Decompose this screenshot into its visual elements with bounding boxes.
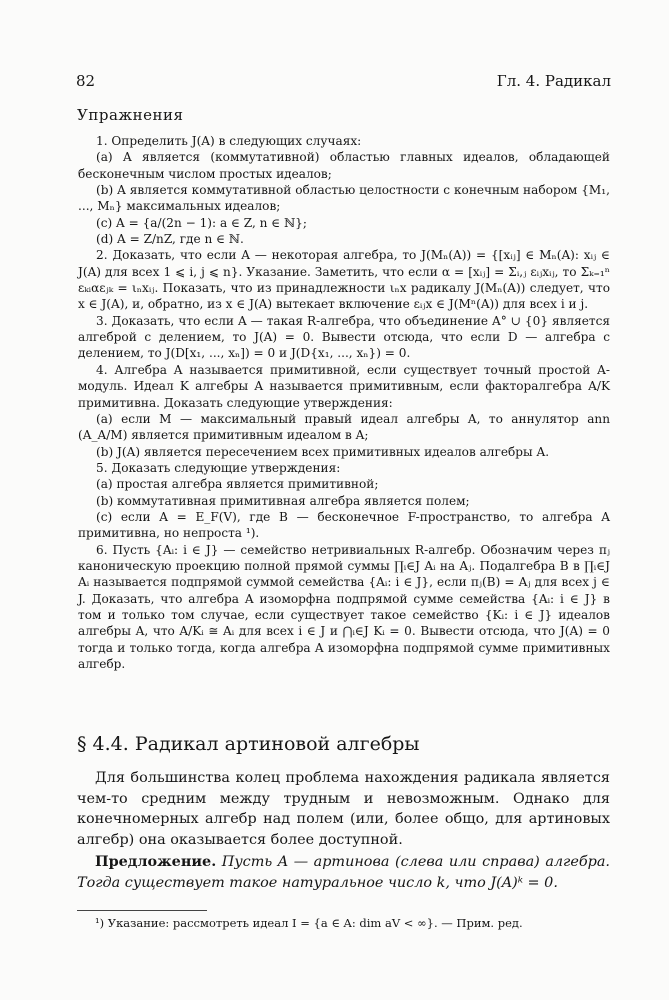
exercise-4a: (a) если M — максимальный правый идеал алгебры A, то аннулятор ann (A_A/M) является примитивным идеалом в A; <box>78 411 610 443</box>
section-title: § 4.4. Радикал артиновой алгебры <box>77 733 420 755</box>
exercise-2: 2. Доказать, что если A — некоторая алгебра, то J(Mₙ(A)) = {[xᵢⱼ] ∈ Mₙ(A): xᵢⱼ ∈ J(A) для всех 1 ⩽ i, j ⩽ n}. Указание. Заметить, что если α = [xᵢⱼ] = Σᵢ,ⱼ εᵢⱼxᵢⱼ, то Σₖ₌₁ⁿ εₖᵢαεⱼₖ = ιₙxᵢⱼ. Показать, что из принадлежности ιₙx радикалу J(Mₙ(A)) следует, что x ∈ J(A), и, обратно, из x ∈ J(A) вытекает включение εᵢⱼx ∈ J(Mⁿ(A)) для всех i и j. <box>78 248 610 312</box>
exercise-1: 1. Определить J(A) в следующих случаях: <box>96 134 362 148</box>
proposition-paragraph <box>77 852 610 893</box>
proposition <box>77 852 610 893</box>
exercise-4: 4. Алгебра A называется примитивной, если существует точный простой A-модуль. Идеал K алгебры A называется примитивным, если факторалгебра A/K примитивна. Доказать следующие утверждения: <box>78 362 610 410</box>
exercise-5: 5. Доказать следующие утверждения: <box>96 460 341 475</box>
running-title: Гл. 4. Радикал <box>496 72 611 90</box>
exercise-5a: (a) простая алгебра является примитивной; <box>96 477 379 492</box>
proposition-text: Пусть A — артинова (слева или справа) алгебра. Тогда существует такое натуральное число k, что J(A)ᵏ = 0. <box>77 854 610 891</box>
page-number: 82 <box>76 72 96 90</box>
intro-paragraph: Для большинства колец проблема нахождения радикала является чем-то средним между трудным и невозможным. Однако для конечномерных алгебр над полем (или, более общо, для артиновых алгебр) она оказывается более доступной. <box>77 770 610 848</box>
exercise-5b: (b) коммутативная примитивная алгебра является полем; <box>96 493 470 508</box>
proposition-label: Предложение. <box>95 853 217 870</box>
exercises-heading: Упражнения <box>77 106 184 124</box>
exercise-1a: (a) A является (коммутативной) областью главных идеалов, обладающей бесконечным числом простых идеалов; <box>78 150 610 181</box>
exercise-1c: (c) A = {a/(2n − 1): a ∈ Z, n ∈ ℕ}; <box>96 215 307 230</box>
footnote-rule <box>77 910 207 911</box>
exercise-1b: (b) A является коммутативной областью целостности с конечным набором {M₁, ..., Mₙ} максимальных идеалов; <box>78 183 610 214</box>
exercise-5c: (c) если A = E_F(V), где B — бесконечное F-пространство, то алгебра A примитивна, но непроста ¹). <box>78 509 610 541</box>
section-intro <box>77 768 610 850</box>
exercise-6: 6. Пусть {Aᵢ: i ∈ J} — семейство нетривиальных R-алгебр. Обозначим через πⱼ каноническую проекцию полной прямой суммы ∏ᵢ∈J Aᵢ на Aⱼ. Подалгебра B в ∏ᵢ∈J Aᵢ называется подпрямой суммой семейства {Aᵢ: i ∈ J}, если πⱼ(B) = Aⱼ для всех j ∈ J. Доказать, что алгебра A изоморфна подпрямой сумме семейства {Aᵢ: i ∈ J} в том и только том случае, если существует такое семейство {Kᵢ: i ∈ J} идеалов алгебры A, что A/Kᵢ ≅ Aᵢ для всех i ∈ J и ⋂ᵢ∈J Kᵢ = 0. Вывести отсюда, что J(A) = 0 тогда и только тогда, когда алгебра A изоморфна подпрямой сумме примитивных алгебр. <box>78 542 610 671</box>
exercise-4b: (b) J(A) является пересечением всех примитивных идеалов алгебры A. <box>96 444 550 459</box>
exercise-3: 3. Доказать, что если A — такая R-алгебра, что объединение A° ∪ {0} является алгеброй с делением, то J(A) = 0. Вывести отсюда, что если D — алгебра с делением, то J(D[x₁, ..., xₙ]) = 0 и J(D{x₁, ..., xₙ}) = 0. <box>78 313 610 361</box>
footnote: ¹) Указание: рассмотреть идеал I = {a ∈ A: dim aV < ∞}. — Прим. ред. <box>95 916 523 930</box>
exercises-list <box>78 133 610 672</box>
exercise-1d: (d) A = Z/nZ, где n ∈ ℕ. <box>96 232 244 247</box>
